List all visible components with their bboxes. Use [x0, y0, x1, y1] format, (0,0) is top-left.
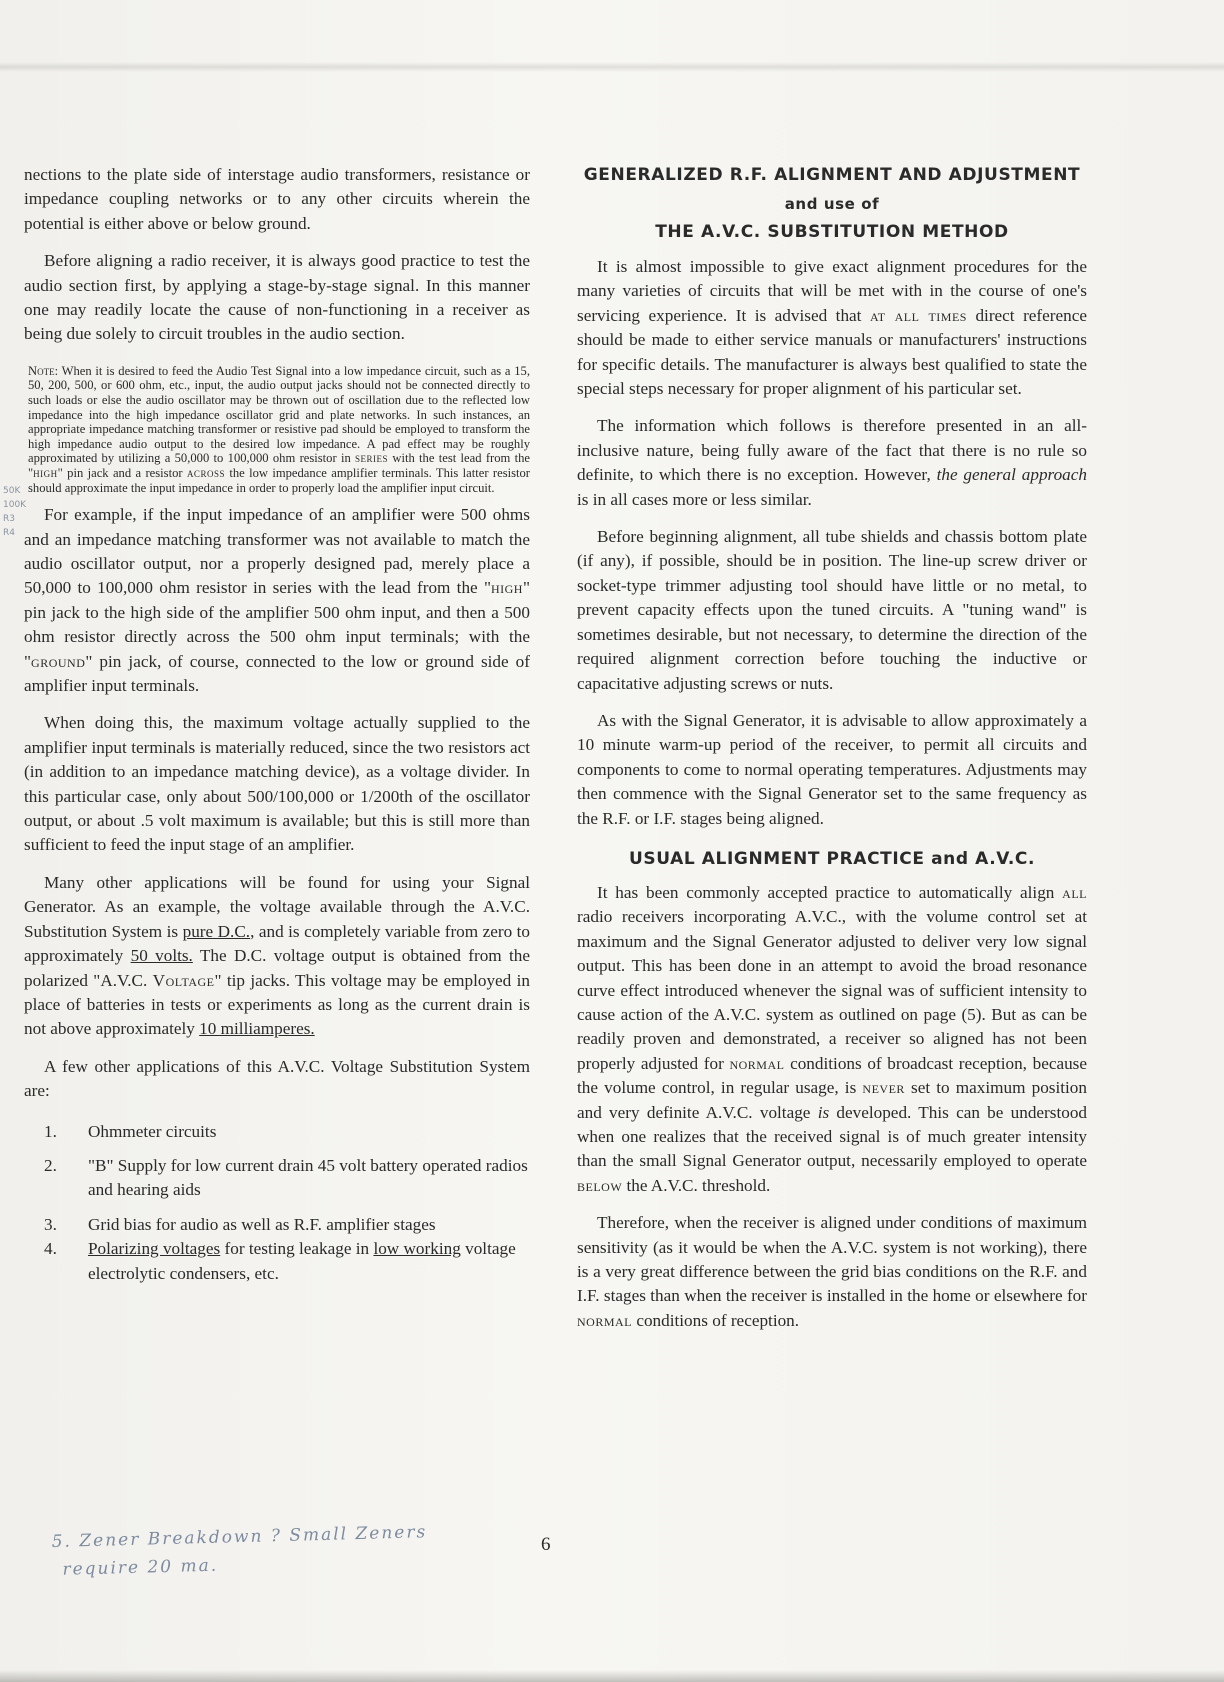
- paragraph-continuation: nections to the plate side of interstage audio transformers, resistance or impedance coupling networks or to any other circuits wherein the potential is either above or below ground.: [24, 165, 530, 233]
- text-run: conditions of reception.: [632, 1310, 800, 1330]
- paragraph-information: [577, 414, 1087, 512]
- paragraph-commonly-accepted: [577, 881, 1087, 1198]
- paragraph-applications: [24, 871, 530, 1042]
- text-run: Therefore, when the receiver is aligned under conditions of maximum sensitivity (as it would be when the A.V.C. system is not working), there is a very great difference between the grid bias conditions on the R.F. and I.F. stages than when the receiver is installed in the home or elsewhere for: [577, 1213, 1087, 1306]
- text-normal: normal: [729, 1053, 785, 1073]
- text-at-all-times: at all times: [869, 305, 967, 325]
- text-run: is in all cases more or less similar.: [577, 489, 812, 509]
- text-ground: ground: [31, 651, 86, 671]
- note-text: " pin jack and a resistor: [57, 466, 187, 480]
- text-run: For example, if the input impedance of an amplifier were 500 ohms and an impedance matching transformer was not available to match the audio oscillator output, nor a properly designed pad, merely place a 50,000 to 100,000 ohm resistor in series with the lead from the ": [24, 505, 530, 598]
- text-run: direct reference should be made to either service manuals or manufacturers' instructions for specific details. The manufacturer is always best qualified to state the special steps necessary for proper alignment of his particular set.: [577, 305, 1087, 399]
- text-run: " pin jack to the high side of the amplifier 500 ohm input, and then a 500 ohm resistor directly across the 500 ohm input terminals; with the ": [24, 578, 530, 671]
- text-below: below: [577, 1175, 623, 1195]
- text-general-approach: the general approach: [936, 465, 1087, 485]
- list-text: Grid bias for audio as well as R.F. amplifier stages: [88, 1214, 436, 1234]
- text-run: It has been commonly accepted practice to automatically align: [597, 882, 1063, 902]
- paragraph-therefore: [577, 1211, 1087, 1333]
- page-bottom-edge: [0, 1670, 1224, 1682]
- text-run: The D.C. voltage output is obtained from the polarized "A.V.C.: [24, 946, 530, 990]
- list-number: 1.: [44, 1121, 57, 1141]
- text-50-volts: 50 volts.: [130, 946, 193, 966]
- list-item: [24, 1154, 530, 1203]
- list-item: [24, 1120, 530, 1144]
- margin-note: R4: [3, 528, 15, 538]
- text-run: set to maximum position and very definite A.V.C. voltage: [577, 1078, 1087, 1122]
- text-never: never: [862, 1078, 905, 1098]
- list-text: [70, 1237, 530, 1286]
- section-heading: GENERALIZED R.F. ALIGNMENT AND ADJUSTMENT: [583, 165, 1081, 185]
- paragraph-before-beginning: Before beginning alignment, all tube shields and chassis bottom plate (if any), if possible, should be in position. The line-up screw driver or socket-type trimmer adjusting tool should have little or no metal, to prevent capacity effects upon the tuned circuits. A "tuning wand" is sometimes desirable, but not necessary, to determine the direction of the required alignment correction before touching the inductive or capacitative adjusting screws or nuts.: [577, 527, 1087, 693]
- paragraph-voltage-divider: When doing this, the maximum voltage actually supplied to the amplifier input terminals is materially reduced, since the two resistors act (in addition to an impedance matching device), as a voltage divider. In this particular case, only about 500/100,000 or 1/200th of the oscillator output, or about .5 volt maximum is available; but this is still more than sufficient to feed the input stage of an amplifier.: [24, 713, 530, 855]
- note-label: Note:: [28, 363, 59, 378]
- handwriting-line: require 20 ma.: [62, 1555, 219, 1580]
- text-run: " pin jack, of course, connected to the low or ground side of amplifier input terminals.: [24, 651, 530, 696]
- section-heading-usual: USUAL ALIGNMENT PRACTICE and A.V.C.: [628, 848, 1036, 869]
- left-column: [24, 163, 530, 1296]
- paragraph-before-aligning: Before aligning a radio receiver, it is always good practice to test the audio section first, by applying a stage-by-stage signal. In this manner one may readily locate the cause of non-functioning in a receiver as being due solely to circuit troubles in the audio section.: [24, 251, 530, 344]
- note-high: high: [33, 466, 58, 480]
- text-run: developed. This can be understood when one realizes that the received signal is of much greater intensity than the small Signal Generator output, necessarily employed to operate: [577, 1102, 1088, 1171]
- text-is: is: [817, 1102, 830, 1122]
- section-subheading: and use of: [784, 195, 880, 213]
- text-run: for testing leakage in: [220, 1239, 374, 1259]
- text-high: high: [490, 578, 523, 598]
- section-heading-method: THE A.V.C. SUBSTITUTION METHOD: [655, 222, 1009, 242]
- list-number: 3.: [44, 1214, 57, 1234]
- note-series: series: [355, 451, 389, 466]
- list-text: Ohmmeter circuits: [88, 1121, 217, 1141]
- text-run: It is almost impossible to give exact alignment procedures for the many varieties of circuits that will be met with in the course of one's servicing experience. It is advised that: [577, 257, 1087, 325]
- text-run: Many other applications will be found for using your Signal Generator. As an example, the voltage available through the A.V.C. Substitution System is: [24, 872, 530, 941]
- note-text: the low impedance amplifier terminals. This latter resistor should approximate the input impedance in order to properly load the amplifier input circuit.: [28, 466, 530, 495]
- paragraph-impossible: [577, 255, 1087, 401]
- note-block: [28, 364, 530, 495]
- text-low-working: low working: [373, 1239, 461, 1259]
- text-10-milliamperes: 10 milliamperes.: [199, 1019, 315, 1039]
- paragraph-warm-up: As with the Signal Generator, it is advisable to allow approximately a 10 minute warm-up period of the receiver, to permit all circuits and components to come to normal operating temperatures. Adjustments may then commence with the Signal Generator set to the same frequency as the R.F. or I.F. stages being aligned.: [577, 710, 1087, 828]
- text-voltage: Voltage: [152, 970, 215, 990]
- paragraph-example: [24, 503, 530, 698]
- margin-note: 50K: [3, 486, 21, 496]
- margin-note: R3: [3, 514, 15, 524]
- margin-note: 100K: [3, 500, 27, 510]
- note-text: with the test lead from the ": [28, 451, 530, 480]
- page-number: 6: [541, 1534, 551, 1555]
- text-pure-dc: pure D.C.: [182, 921, 251, 941]
- paragraph-few-other: A few other applications of this A.V.C. Voltage Substitution System are:: [24, 1056, 530, 1101]
- text-all: all: [1062, 882, 1087, 902]
- note-across: across: [186, 466, 225, 480]
- text-run: , and is completely variable from zero to approximately: [24, 921, 531, 966]
- list-number: 4.: [44, 1239, 57, 1259]
- list-number: 2.: [44, 1155, 57, 1175]
- page-top-edge: [0, 62, 1224, 72]
- text-run: " tip jacks. This voltage may be employed in place of batteries in tests or experiments as long as the current drain is not above approximately: [24, 970, 530, 1039]
- handwriting-line: 5. Zener Breakdown ? Small Zeners: [51, 1522, 428, 1553]
- text-run: the A.V.C. threshold.: [622, 1175, 771, 1195]
- handwritten-note: [51, 1516, 512, 1584]
- list-item: [24, 1237, 530, 1286]
- text-run: conditions of broadcast reception, because the volume control, in regular usage, is: [577, 1053, 1088, 1098]
- list-text: "B" Supply for low current drain 45 volt battery operated radios and hearing aids: [88, 1155, 528, 1200]
- note-text: When it is desired to feed the Audio Test Signal into a low impedance circuit, such as a 15, 50, 200, 500, or 600 ohm, etc., input, the audio output jacks should not be connected directly to such loads or else the audio oscillator may be thrown out of oscillation due to the reflected low impedance into the high impedance oscillator grid and plate networks. In such instances, an appropriate impedance matching transformer or resistive pad should be employed to transform the high impedance audio output to the desired low impedance. A pad effect may be roughly approximated by utilizing a 50,000 to 100,000 ohm resistor in: [28, 363, 530, 466]
- text-normal: normal: [577, 1310, 633, 1330]
- right-column: [577, 163, 1087, 1333]
- applications-list: [24, 1120, 530, 1286]
- text-run: voltage electrolytic condensers, etc.: [88, 1239, 516, 1283]
- text-run: radio receivers incorporating A.V.C., with the volume control set at maximum and the Signal Generator adjusted to deliver very low signal output. This has been done in an attempt to avoid the broad resonance curve effect introduced whenever the signal was of sufficient intensity to cause action of the A.V.C. system as outlined on page (5). But as can be readily proven and demonstrated, a receiver so aligned has not been properly adjusted for: [577, 907, 1087, 1073]
- text-polarizing: Polarizing voltages: [88, 1239, 221, 1259]
- list-item: [24, 1213, 530, 1237]
- text-run: The information which follows is therefore presented in an all-inclusive nature, being fully aware of the fact that there is no rule so definite, to which there is no exception. However,: [577, 416, 1087, 485]
